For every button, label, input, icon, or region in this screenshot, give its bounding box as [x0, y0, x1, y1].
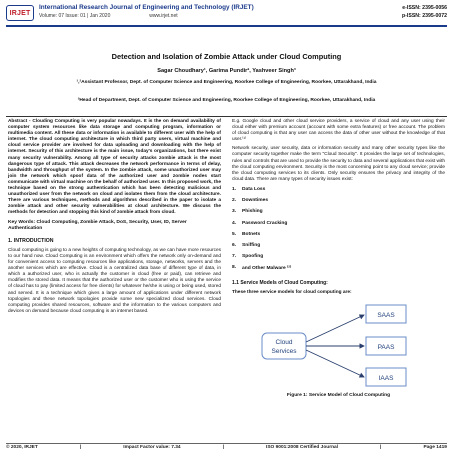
footer-impact-factor: Impact Factor value: 7.34 [123, 445, 181, 450]
p-issn: p-ISSN: 2395-0072 [402, 13, 447, 19]
figure-caption: Figure 1: Service Model of Cloud Computing [286, 392, 391, 398]
service-models-intro: These three service models for cloud computing are: [232, 290, 352, 296]
title-divider [6, 116, 447, 117]
issn-block [402, 4, 447, 20]
introduction-text: Cloud computing is going to a new heights of computing technology, as we can have more resources to our hand now. Cloud Computing is an environment which offers the network only on-demand and for convenient access to computing resources like applications, storage, networks, servers and the another services which are effective. Cloud is a centralized data base of different type of data, in which a authorized user, who is actually the customer in cloud (free or paid), can retrieve and modifies the stored data. It means that the authorized user or the customer who is using the service of cloud has to pay (limited access for free clients) for whatever he/she is using or being used, stored and served. It is a technique which gives a large amount of applications under different network topologies and these network topologies provide some new specialized cloud services. Cloud computing provides shared resources, software and the information to the various computers and devices on demand because cloud computing is an internet based. [8, 247, 221, 314]
page-footer [6, 445, 447, 450]
cloud-services-label-line1: Cloud [275, 338, 293, 346]
footer-divider [6, 443, 447, 444]
arrow-to-iaas [306, 350, 364, 377]
service-model-svg [232, 301, 445, 391]
abstract: Abstract - Clouding Computing is very popular nowadays. It is the on demand availability of computer system resources like data storage and computing program, information or multimedia content. All these data or information is available to different user with the help of internet. The cloud computing architecture in which third party users, virtual machine and cloud service provider are involved for data uploading and downloading with the help of internet. Security of this architecture is the main issue, today's organizations, but there exist many security vulnerability. Among all type of security attacks zombie attack is the most dangerous type of attack. This attack decreases the network performance in terms of delay, bandwidth and throughput of the system. In the zombie attack, some unauthorized user may join the network which spoof data of the authorized user and zombie nodes start communicate with virtual machine on the behalf of authorized user. In this proposed work, the technique based on the strong authentication which has been detecting malicious and unauthorized user from the network on cloud and isolates them from the cloud architecture. There are various techniques, methods and algorithms described in the paper to isolate a zombie attack and other security vulnerabilities at cloud architecture. We discuss the methods for detection and stopping this kind of zombie attack from cloud. [8, 119, 221, 216]
list-item: 1. Data Loss [232, 186, 266, 192]
affiliation-1: ¹,²Assistant Professor, Dept. of Computer Science and Engineering, Roorkee College of Engineering, Roorkee, Uttarakhand, India [76, 80, 377, 85]
footer-separator: | [380, 445, 382, 450]
left-column [8, 119, 221, 318]
list-item: 2. Downtimes [232, 198, 269, 204]
irjet-logo: IRJET [6, 5, 34, 21]
list-item: 7. Spoofing [232, 254, 264, 260]
footer-iso: ISO 9001:2008 Certified Journal [266, 445, 338, 450]
right-column [232, 119, 445, 398]
list-item: 8. and Other Malware ⁽²⁾ [232, 265, 292, 272]
journal-website[interactable]: www.irjet.net [149, 13, 178, 19]
paper-authors: Sagar Choudhary¹, Garima Pundir², Yashveer Singh³ [157, 68, 296, 74]
keywords: Key Words: Cloud Computing, Zombie Attack, DoS, Security, User, ID, Server Authentication [8, 219, 187, 231]
paragraph-cloud-security: Network security, user security, data or information security and many other security types like the computer security together make the term "Cloud Security". It provides the large set of technologies, rules and controls that are used to provide the security to data and several applications that exist with the cloud computing environment. Security is the most concerning point to any cloud service; provide the cloud computing services to its clients. Only security ensures the privacy and integrity of the cloud data. There are many types of security issues exist: [232, 146, 445, 182]
footer-separator: | [79, 445, 82, 450]
list-item: 6. Sniffing [232, 242, 261, 248]
journal-name: International Research Journal of Engineering and Technology (IRJET) [39, 4, 254, 11]
header-divider [6, 25, 447, 27]
journal-header [6, 4, 447, 26]
affiliation-2: ³Head of Department, Dept. of Computer Science and Engineering, Roorkee College of Engineering, Roorkee, Uttarakhand, India [77, 98, 376, 103]
service-models-heading: 1.1 Service Models of Cloud Computing: [232, 280, 328, 287]
arrow-to-saas [306, 315, 364, 342]
service-model-diagram [232, 301, 445, 391]
paragraph-cloud-example: E.g. Google cloud and other cloud service providers, a service of cloud and any user using their cloud either with premium account (account with some extra features) or free account. The problem of cloud computing is that any user can access the data of other user without the knowledge of that user.⁽¹⁾ [232, 119, 445, 143]
iaas-label: IAAS [378, 374, 394, 382]
footer-copyright: © 2020, IRJET [6, 445, 38, 450]
security-issue-list [232, 187, 445, 277]
cloud-services-label-line2: Services [271, 347, 297, 355]
paper-title: Detection and Isolation of Zombie Attack under Cloud Computing [111, 52, 342, 61]
volume-issue: Volume: 07 Issue: 01 | Jan 2020 www.irjet.net [39, 13, 178, 19]
list-item: 5. Botnets [232, 231, 261, 237]
list-item: 3. Phishing [232, 209, 263, 215]
footer-page-number: Page 1419 [423, 445, 447, 450]
saas-label: SAAS [377, 311, 395, 319]
cloud-services-box [262, 333, 306, 359]
e-issn: e-ISSN: 2395-0056 [402, 5, 447, 11]
paas-label: PAAS [377, 343, 395, 351]
introduction-heading: 1. INTRODUCTION [8, 237, 54, 244]
list-item: 4. Password Cracking [232, 220, 288, 226]
footer-separator: | [222, 445, 224, 450]
